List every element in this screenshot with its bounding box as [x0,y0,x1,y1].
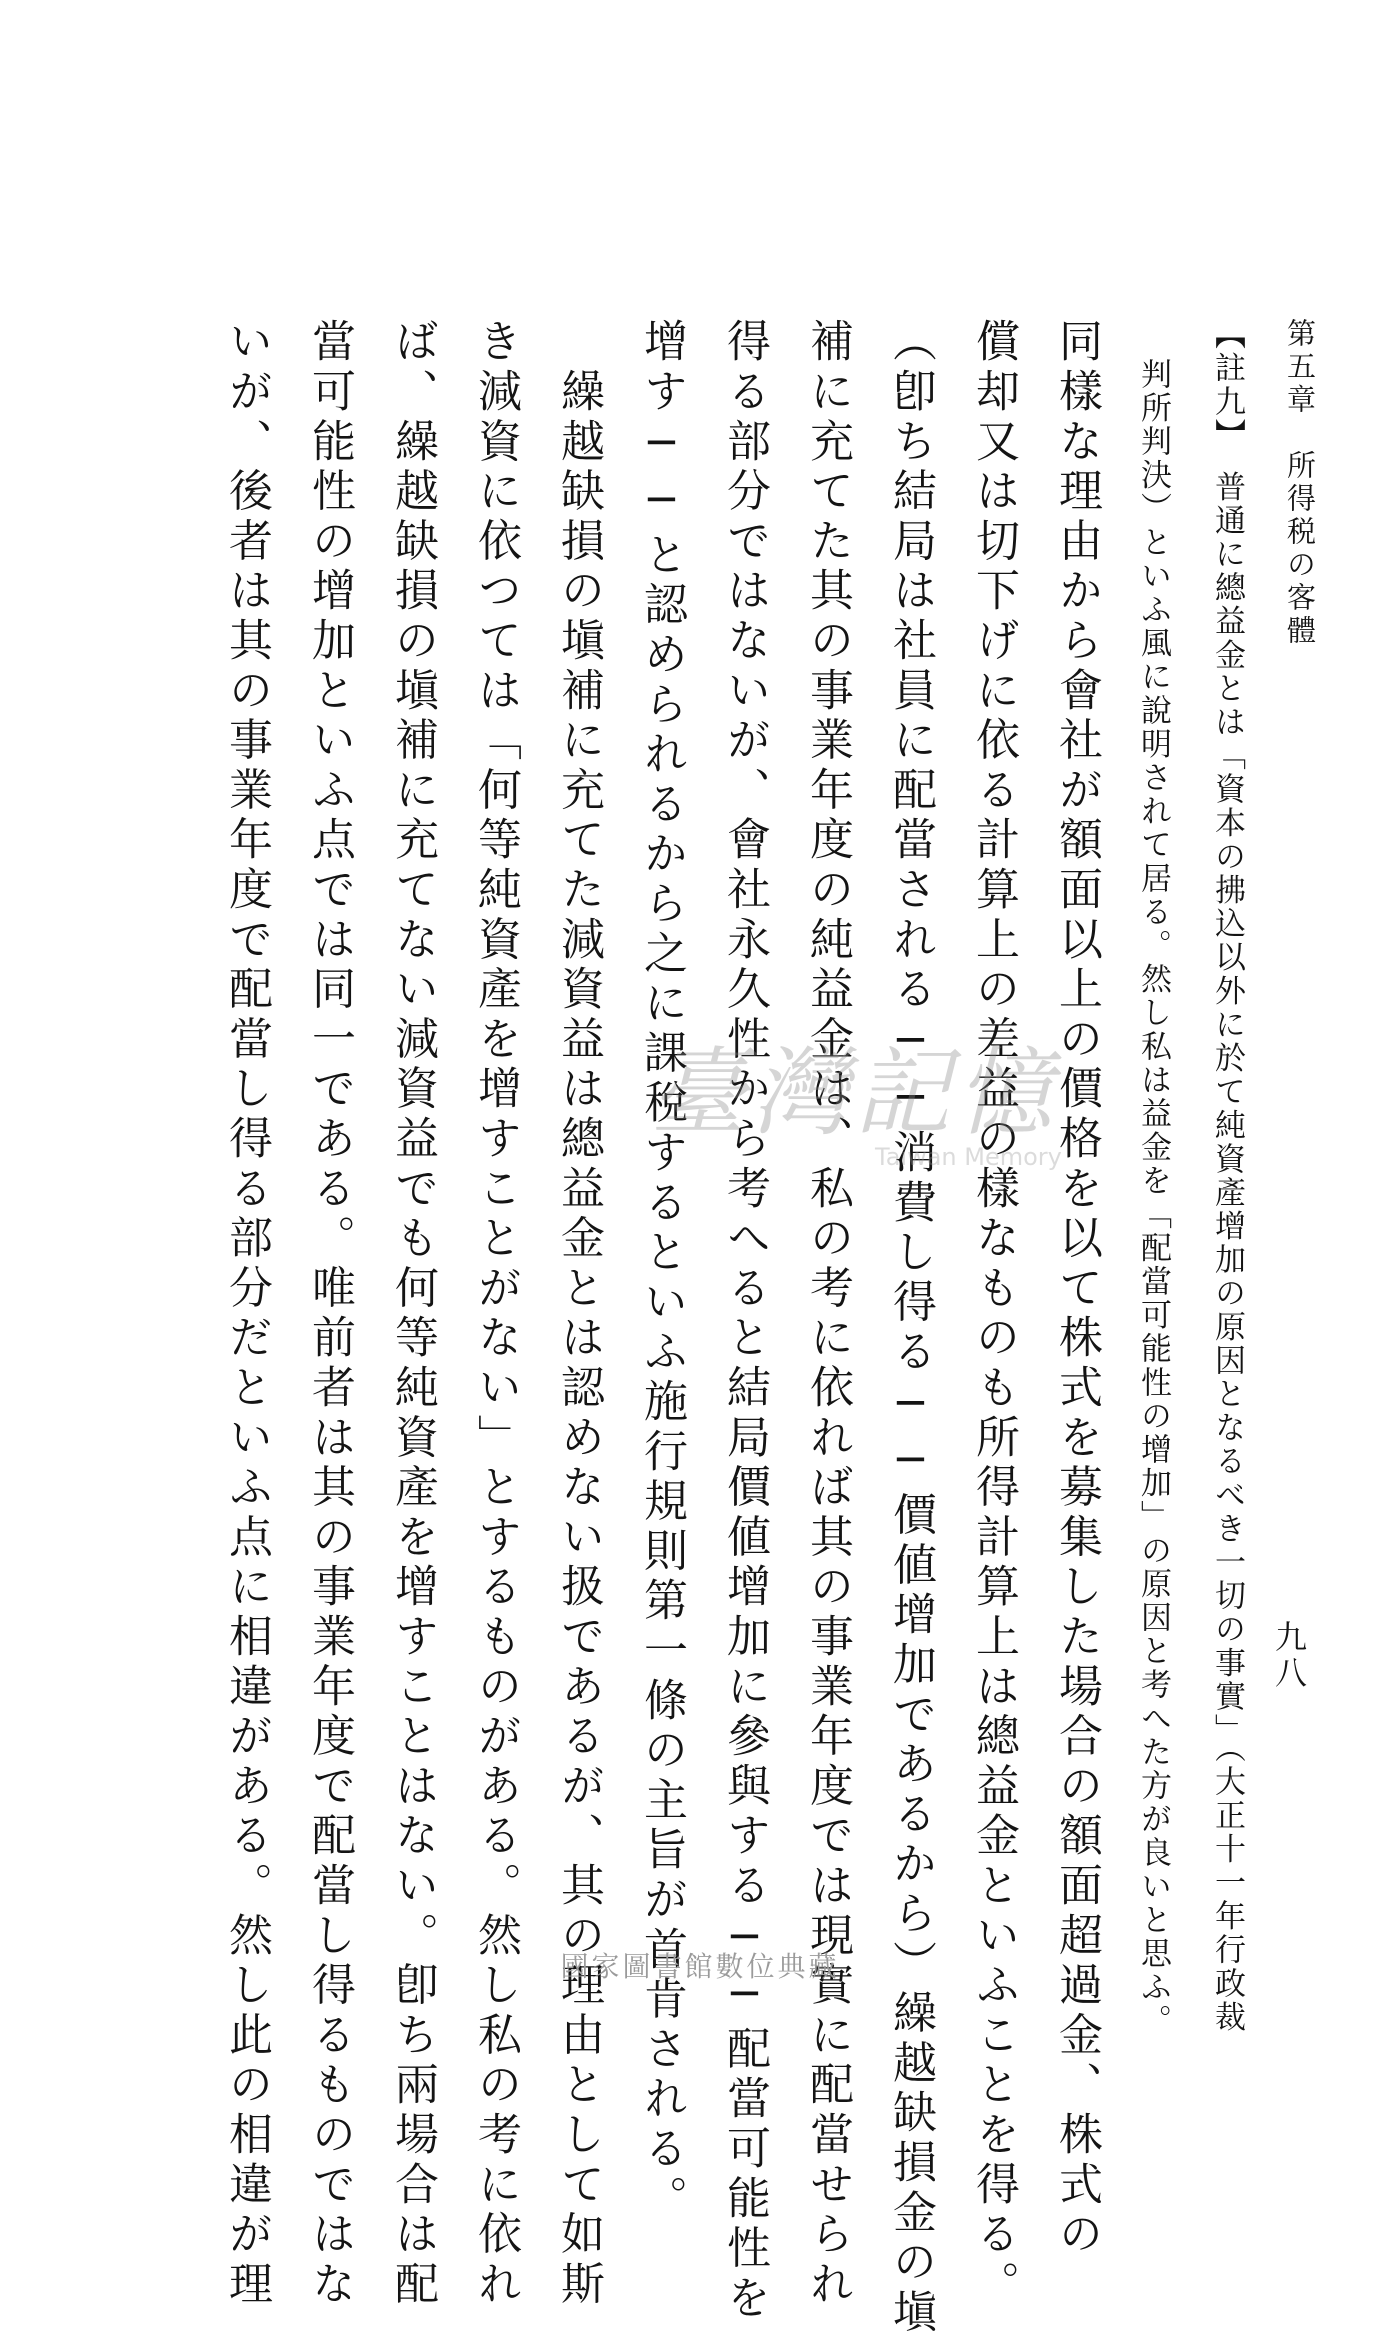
body-line-7: 繰越缺損の塡補に充てた減資益は總益金とは認めない扱であるが、其の理由として如斯 [553,318,604,2310]
watermark-chinese: 臺灣記憶 [650,1037,1058,1149]
running-head: 第五章 所得税の客體 [1283,318,1317,648]
body-line-10: 當可能性の增加といふ点では同一である。唯前者は其の事業年度で配當し得るものではな [304,318,355,2310]
body-line-3: （卽ち結局は社員に配當される──消費し得る──價値增加であるから）繰越缺損金の塡 [885,318,936,2338]
body-line-9: ば、繰越缺損の塡補に充てない減資益でも何等純資產を增すことはない。卽ち兩場合は配 [387,318,438,2310]
body-line-2: 償却又は切下げに依る計算上の差益の樣なものも所得計算上は總益金といふことを得る。 [968,318,1019,2310]
body-line-6: 增す──と認められるから之に課稅するといふ施行規則第一條の主旨が首肯される。 [636,318,687,2225]
body-line-11: いが、後者は其の事業年度で配當し得る部分だといふ点に相違がある。然し此の相違が理 [221,318,272,2310]
body-line-4: 補に充てた其の事業年度の純益金は、私の考に依れば其の事業年度では現實に配當せられ [802,318,853,2310]
source-footer: 國家圖書館數位典藏 [560,1950,840,1983]
note-line-1: 【註九】 普通に總益金とは「資本の拂込以外に於て純資產增加の原因となるべき一切の事實」（大正十一年行政裁 [1209,318,1245,2035]
body-line-1: 同樣な理由から會社が額面以上の價格を以て株式を募集した場合の額面超過金、株式の [1051,318,1102,2261]
body-line-5: 得る部分ではないが、會社永久性から考へると結局價値增加に參與する──配當可能性を [719,318,770,2324]
page-number: 九八 [1270,1620,1308,1692]
body-line-8: き減資に依つては「何等純資產を增すことがない」とするものがある。然し私の考に依れ [470,318,521,2310]
note-line-2: 判所判決）といふ風に說明されて居る。然し私は益金を「配當可能性の增加」の原因と考へた方が良いと思ふ。 [1135,358,1171,2038]
watermark-english: Taiwan Memory [875,1143,1062,1171]
